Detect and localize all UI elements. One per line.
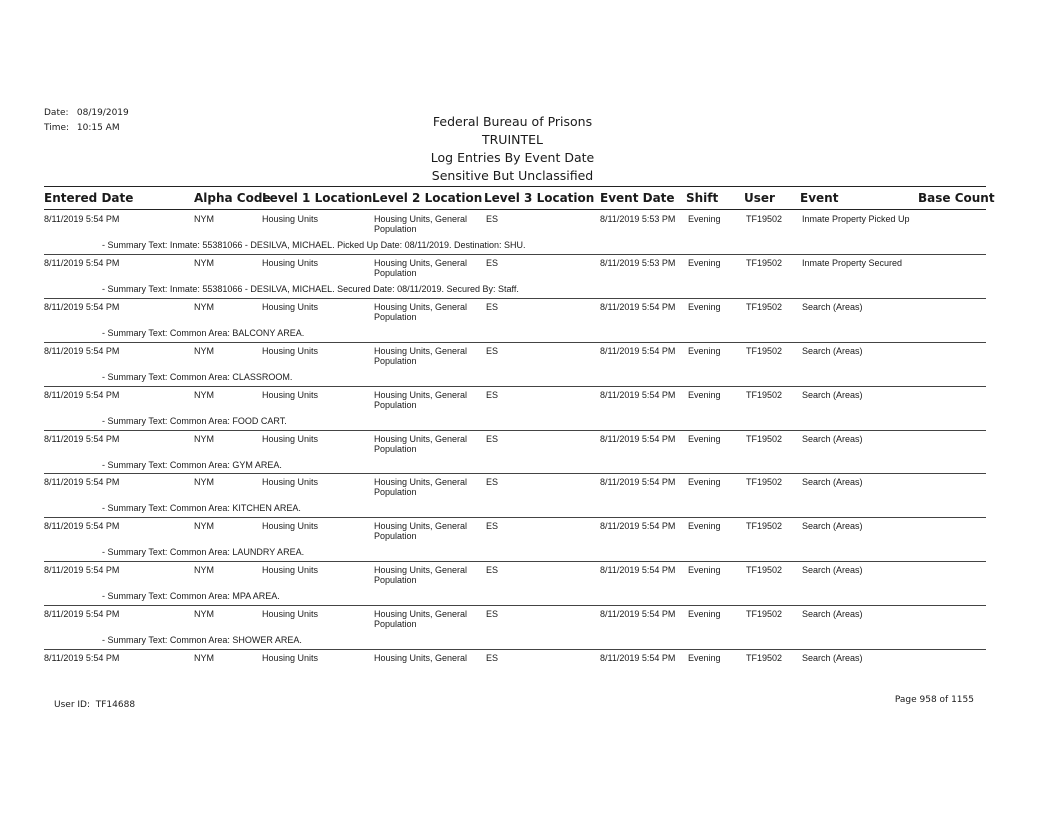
summary-text: - Summary Text: Common Area: FOOD CART. <box>102 415 287 426</box>
cell-level2-location: Housing Units, General Population <box>374 565 468 586</box>
cell-event: Search (Areas) <box>802 433 863 444</box>
cell-entered-date: 8/11/2019 5:54 PM <box>44 477 120 488</box>
cell-entered-date: 8/11/2019 5:54 PM <box>44 653 120 663</box>
col-shift: Shift <box>686 191 719 205</box>
col-level1: Level 1 Location <box>262 191 373 205</box>
cell-user: TF19502 <box>746 609 783 620</box>
cell-event-date: 8/11/2019 5:54 PM <box>600 433 676 444</box>
cell-level2-location: Housing Units, General Population <box>374 433 468 454</box>
cell-alpha-code: NYM <box>194 345 214 356</box>
page-number: Page 958 of 1155 <box>894 695 974 705</box>
cell-event: Search (Areas) <box>802 301 863 312</box>
col-event: Event <box>800 191 839 205</box>
table-row <box>44 344 986 388</box>
table-row <box>44 563 986 607</box>
col-level3: Level 3 Location <box>484 191 595 205</box>
cell-alpha-code: NYM <box>194 653 214 663</box>
cell-alpha-code: NYM <box>194 257 214 268</box>
cell-level3-location: ES <box>486 389 499 400</box>
cell-event: Search (Areas) <box>802 345 863 356</box>
cell-user: TF19502 <box>746 653 783 663</box>
col-event-date: Event Date <box>600 191 675 205</box>
cell-level3-location: ES <box>486 214 499 224</box>
cell-event-date: 8/11/2019 5:54 PM <box>600 345 676 356</box>
table-row <box>44 607 986 651</box>
cell-shift: Evening <box>688 653 721 663</box>
title-system: TRUINTEL <box>481 132 543 147</box>
cell-event: Search (Areas) <box>802 389 863 400</box>
table-row <box>44 475 986 519</box>
cell-user: TF19502 <box>746 389 783 400</box>
row-divider <box>44 517 986 518</box>
cell-shift: Evening <box>688 345 721 356</box>
date-value: 08/19/2019 <box>76 108 129 118</box>
row-divider <box>44 298 986 299</box>
cell-shift: Evening <box>688 214 721 224</box>
col-entered-date: Entered Date <box>44 191 134 205</box>
cell-entered-date: 8/11/2019 5:54 PM <box>44 301 120 312</box>
cell-level2-location: Housing Units, General Population <box>374 257 468 278</box>
cell-alpha-code: NYM <box>194 301 214 312</box>
cell-level2-location: Housing Units, General Population <box>374 477 468 498</box>
summary-text: - Summary Text: Common Area: GYM AREA. <box>102 459 282 470</box>
summary-text: - Summary Text: Inmate: 55381066 - DESILVA, MICHAEL. Secured Date: 08/11/2019. Secured By: Staff. <box>102 283 519 294</box>
report-time <box>44 123 120 133</box>
cell-entered-date: 8/11/2019 5:54 PM <box>44 214 120 224</box>
cell-shift: Evening <box>688 609 721 620</box>
title-classification: Sensitive But Unclassified <box>431 168 594 183</box>
cell-event: Search (Areas) <box>802 609 863 620</box>
cell-level3-location: ES <box>486 609 499 620</box>
cell-event-date: 8/11/2019 5:54 PM <box>600 609 676 620</box>
cell-event-date: 8/11/2019 5:54 PM <box>600 653 676 663</box>
cell-event-date: 8/11/2019 5:53 PM <box>600 214 676 224</box>
cell-user: TF19502 <box>746 345 783 356</box>
cell-level3-location: ES <box>486 653 499 663</box>
cell-level1-location: Housing Units <box>262 345 319 356</box>
cell-level1-location: Housing Units <box>262 653 319 663</box>
cell-level1-location: Housing Units <box>262 521 319 532</box>
cell-level3-location: ES <box>486 565 499 576</box>
cell-event: Inmate Property Secured <box>802 257 903 268</box>
cell-event-date: 8/11/2019 5:54 PM <box>600 389 676 400</box>
cell-level3-location: ES <box>486 521 499 532</box>
cell-level1-location: Housing Units <box>262 301 319 312</box>
cell-event-date: 8/11/2019 5:53 PM <box>600 257 676 268</box>
summary-text: - Summary Text: Common Area: CLASSROOM. <box>102 371 293 382</box>
cell-level3-location: ES <box>486 301 499 312</box>
summary-text: - Summary Text: Common Area: MPA AREA. <box>102 591 280 602</box>
cell-shift: Evening <box>688 521 721 532</box>
cell-user: TF19502 <box>746 257 783 268</box>
cell-level1-location: Housing Units <box>262 389 319 400</box>
title-agency: Federal Bureau of Prisons <box>432 114 593 129</box>
row-divider <box>44 430 986 431</box>
table-row <box>44 300 986 344</box>
cell-entered-date: 8/11/2019 5:54 PM <box>44 565 120 576</box>
cell-user: TF19502 <box>746 521 783 532</box>
cell-level1-location: Housing Units <box>262 214 319 224</box>
cell-user: TF19502 <box>746 565 783 576</box>
cell-level3-location: ES <box>486 477 499 488</box>
footer-user-id <box>54 700 135 710</box>
cell-level3-location: ES <box>486 345 499 356</box>
cell-level2-location: Housing Units, General Population <box>374 214 468 234</box>
title-report: Log Entries By Event Date <box>430 150 595 165</box>
cell-event-date: 8/11/2019 5:54 PM <box>600 521 676 532</box>
row-divider <box>44 342 986 343</box>
row-divider <box>44 649 986 650</box>
report-date <box>44 108 129 118</box>
cell-shift: Evening <box>688 565 721 576</box>
summary-text: - Summary Text: Inmate: 55381066 - DESILVA, MICHAEL. Picked Up Date: 08/11/2019. Destination: SHU. <box>102 240 526 250</box>
row-divider <box>44 473 986 474</box>
cell-shift: Evening <box>688 433 721 444</box>
header-top-rule <box>44 186 986 187</box>
cell-alpha-code: NYM <box>194 521 214 532</box>
cell-entered-date: 8/11/2019 5:54 PM <box>44 257 120 268</box>
cell-level1-location: Housing Units <box>262 257 319 268</box>
cell-shift: Evening <box>688 389 721 400</box>
row-divider <box>44 605 986 606</box>
cell-level2-location: Housing Units, General <box>374 653 468 663</box>
cell-level2-location: Housing Units, General Population <box>374 389 468 410</box>
col-level2: Level 2 Location <box>372 191 483 205</box>
col-alpha-code: Alpha Code <box>194 191 271 205</box>
time-value: 10:15 AM <box>76 123 120 133</box>
header-bottom-rule <box>44 209 986 210</box>
cell-event-date: 8/11/2019 5:54 PM <box>600 477 676 488</box>
cell-level2-location: Housing Units, General Population <box>374 301 468 322</box>
cell-user: TF19502 <box>746 433 783 444</box>
cell-event: Inmate Property Picked Up <box>802 214 910 224</box>
cell-level2-location: Housing Units, General Population <box>374 609 468 630</box>
col-user: User <box>744 191 775 205</box>
summary-text: - Summary Text: Common Area: BALCONY AREA. <box>102 327 305 338</box>
cell-shift: Evening <box>688 477 721 488</box>
row-divider <box>44 254 986 255</box>
cell-user: TF19502 <box>746 214 783 224</box>
col-base-count: Base Count <box>918 191 995 205</box>
cell-level1-location: Housing Units <box>262 609 319 620</box>
cell-alpha-code: NYM <box>194 609 214 620</box>
cell-level1-location: Housing Units <box>262 477 319 488</box>
time-label: Time: <box>44 123 70 133</box>
cell-event: Search (Areas) <box>802 653 863 663</box>
cell-shift: Evening <box>688 301 721 312</box>
cell-entered-date: 8/11/2019 5:54 PM <box>44 389 120 400</box>
table-row <box>44 651 986 695</box>
date-label: Date: <box>44 108 69 118</box>
table-row <box>44 256 986 300</box>
cell-event: Search (Areas) <box>802 565 863 576</box>
cell-level3-location: ES <box>486 433 499 444</box>
table-row <box>44 432 986 476</box>
row-divider <box>44 386 986 387</box>
row-divider <box>44 561 986 562</box>
cell-event: Search (Areas) <box>802 521 863 532</box>
cell-level3-location: ES <box>486 257 499 268</box>
cell-event: Search (Areas) <box>802 477 863 488</box>
summary-text: - Summary Text: Common Area: SHOWER AREA. <box>102 635 302 646</box>
cell-level2-location: Housing Units, General Population <box>374 521 468 542</box>
summary-text: - Summary Text: Common Area: KITCHEN AREA. <box>102 503 301 514</box>
cell-level1-location: Housing Units <box>262 565 319 576</box>
cell-entered-date: 8/11/2019 5:54 PM <box>44 609 120 620</box>
table-row <box>44 388 986 432</box>
user-id-value: TF14688 <box>95 700 136 710</box>
cell-alpha-code: NYM <box>194 433 214 444</box>
table-row <box>44 519 986 563</box>
cell-level2-location: Housing Units, General Population <box>374 345 468 366</box>
table-row <box>44 212 986 256</box>
cell-user: TF19502 <box>746 477 783 488</box>
cell-entered-date: 8/11/2019 5:54 PM <box>44 521 120 532</box>
cell-alpha-code: NYM <box>194 565 214 576</box>
cell-event-date: 8/11/2019 5:54 PM <box>600 301 676 312</box>
cell-alpha-code: NYM <box>194 477 214 488</box>
cell-level1-location: Housing Units <box>262 433 319 444</box>
cell-shift: Evening <box>688 257 721 268</box>
cell-alpha-code: NYM <box>194 214 214 224</box>
cell-entered-date: 8/11/2019 5:54 PM <box>44 433 120 444</box>
column-header-row <box>44 189 995 209</box>
cell-user: TF19502 <box>746 301 783 312</box>
cell-entered-date: 8/11/2019 5:54 PM <box>44 345 120 356</box>
user-id-label: User ID: <box>54 700 90 710</box>
cell-event-date: 8/11/2019 5:54 PM <box>600 565 676 576</box>
summary-text: - Summary Text: Common Area: LAUNDRY AREA. <box>102 547 305 558</box>
cell-alpha-code: NYM <box>194 389 214 400</box>
